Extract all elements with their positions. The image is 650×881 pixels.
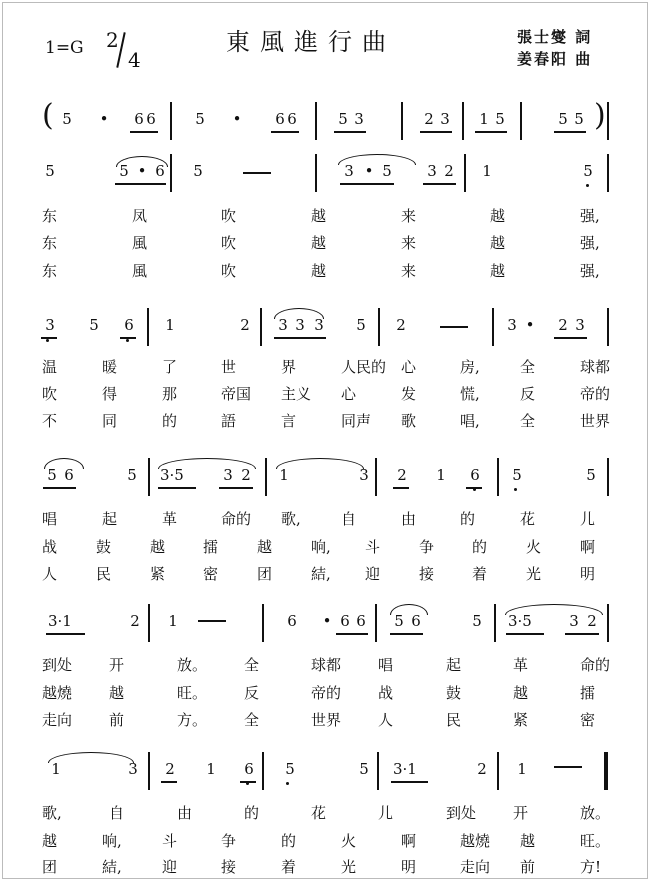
bar-line	[170, 154, 172, 192]
note: 3·5	[160, 466, 184, 484]
lyric-word: 起	[446, 656, 462, 674]
lyric-word: 方!	[580, 858, 602, 876]
lyric-word: 心	[341, 385, 357, 403]
lyric-word: 主义	[281, 385, 312, 403]
eighth-beam	[41, 337, 57, 339]
lyric-word: 着	[281, 858, 297, 876]
eighth-beam	[334, 131, 366, 133]
eighth-beam	[390, 633, 423, 635]
lyric-word: 風	[132, 262, 148, 280]
bar-line	[401, 102, 403, 140]
lyric-word: 越	[513, 684, 529, 702]
bar-line	[464, 154, 466, 192]
note: •	[525, 316, 535, 334]
lyric-word: 明	[580, 565, 596, 583]
eighth-beam	[43, 487, 76, 489]
lyric-word: 吹	[221, 207, 237, 225]
note: 6	[470, 466, 480, 484]
lyric-word: 越	[311, 234, 327, 252]
system-2	[0, 162, 650, 202]
note: 5	[119, 162, 129, 180]
note: 1	[51, 760, 61, 778]
bar-line	[262, 752, 264, 790]
lyric-word: 越	[490, 207, 506, 225]
eighth-beam	[554, 131, 586, 133]
octave-dot	[473, 488, 476, 491]
note: 6	[64, 466, 74, 484]
note: 6	[275, 110, 285, 128]
note: 5	[193, 162, 203, 180]
note: 5	[512, 466, 522, 484]
lyricist-credit: 張士燮 詞	[517, 28, 593, 46]
note: 5	[127, 466, 137, 484]
lyric-word: 越	[109, 684, 125, 702]
lyric-word: 花	[520, 510, 536, 528]
lyric-word: 越	[257, 538, 273, 556]
lyric-word: 紧	[150, 565, 166, 583]
eighth-beam	[554, 337, 587, 339]
lyric-word: 歌	[401, 412, 417, 430]
bar-line	[607, 604, 609, 642]
lyric-word: 全	[244, 711, 260, 729]
note: 5	[394, 612, 404, 630]
octave-dot	[514, 488, 517, 491]
bar-line	[170, 102, 172, 140]
bar-line	[497, 752, 499, 790]
note: 1	[279, 466, 289, 484]
lyric-word: 战	[42, 538, 58, 556]
note: 3	[278, 316, 288, 334]
note: 1	[165, 316, 175, 334]
octave-dot	[586, 184, 589, 187]
lyric-word: 人	[378, 711, 394, 729]
note: 6	[134, 110, 144, 128]
lyric-word: 的	[244, 804, 260, 822]
bar-line	[377, 752, 379, 790]
lyric-word: 起	[102, 510, 118, 528]
lyric-word: 球都	[580, 358, 611, 376]
lyric-word: 儿	[580, 510, 596, 528]
lyric-word: 密	[580, 711, 596, 729]
bar-line	[378, 308, 380, 346]
lyric-word: 斗	[365, 538, 381, 556]
lyric-word: 同	[102, 412, 118, 430]
lyric-word: 全	[520, 358, 536, 376]
lyric-word: 东	[42, 262, 58, 280]
note: 6	[146, 110, 156, 128]
lyric-word: 越	[520, 832, 536, 850]
lyric-word: 火	[526, 538, 542, 556]
note: 5	[586, 466, 596, 484]
lyric-word: 命的	[221, 510, 252, 528]
eighth-beam	[475, 131, 507, 133]
lyric-word: 擂	[580, 684, 596, 702]
note: 5	[495, 110, 505, 128]
lyric-word: 人	[42, 565, 58, 583]
bar-line	[520, 102, 522, 140]
lyric-word: 帝国	[221, 385, 252, 403]
note: 1	[479, 110, 489, 128]
system-1	[0, 110, 650, 150]
bar-line	[607, 154, 609, 192]
note: 2	[424, 110, 434, 128]
lyric-word: 越	[311, 207, 327, 225]
note: 5	[472, 612, 482, 630]
lyric-word: 命的	[580, 656, 611, 674]
system-5	[0, 612, 650, 652]
close-paren: )	[594, 98, 606, 133]
key-signature: 1=G	[45, 38, 84, 58]
bar-line	[148, 458, 150, 496]
note: 6	[155, 162, 165, 180]
system-3	[0, 316, 650, 356]
bar-line	[607, 458, 609, 496]
octave-dot	[246, 782, 249, 785]
note: 6	[287, 110, 297, 128]
eighth-beam	[115, 183, 166, 185]
bar-line	[604, 752, 608, 790]
lyric-word: 鼓	[96, 538, 112, 556]
lyric-word: 开	[109, 656, 125, 674]
lyric-word: 越	[490, 262, 506, 280]
lyric-word: 語	[221, 412, 237, 430]
lyric-word: 那	[162, 385, 178, 403]
lyric-word: 前	[109, 711, 125, 729]
note: 2	[165, 760, 175, 778]
eighth-beam	[274, 337, 326, 339]
bar-line	[262, 604, 264, 642]
lyric-word: 暖	[102, 358, 118, 376]
lyric-word: 火	[341, 832, 357, 850]
lyric-word: 迎	[162, 858, 178, 876]
lyric-word: 花	[311, 804, 327, 822]
bar-line	[148, 604, 150, 642]
lyric-word: 越	[311, 262, 327, 280]
composer-credit: 姜春阳 曲	[517, 50, 593, 68]
lyric-word: 到处	[42, 656, 73, 674]
lyric-word: 儿	[378, 804, 394, 822]
lyric-word: 放。	[580, 804, 611, 822]
lyric-word: 凤	[132, 207, 148, 225]
lyric-word: 来	[401, 234, 417, 252]
lyric-word: 着	[472, 565, 488, 583]
note: 2	[240, 316, 250, 334]
lyric-word: 全	[520, 412, 536, 430]
time-numerator: 2	[106, 28, 119, 52]
note: 3	[569, 612, 579, 630]
lyric-word: 帝的	[580, 385, 611, 403]
lyric-word: 强,	[580, 262, 600, 280]
lyric-word: 界	[281, 358, 297, 376]
lyric-word: 由	[177, 804, 193, 822]
lyric-word: 接	[221, 858, 237, 876]
lyric-word: 吹	[42, 385, 58, 403]
note: 2	[396, 316, 406, 334]
eighth-beam	[336, 633, 368, 635]
bar-line	[607, 308, 609, 346]
lyric-word: 光	[341, 858, 357, 876]
lyric-word: 发	[401, 385, 417, 403]
note: 5	[359, 760, 369, 778]
lyric-word: 啊	[580, 538, 596, 556]
lyric-word: 吹	[221, 234, 237, 252]
lyric-word: 反	[520, 385, 536, 403]
lyric-word: 越燒	[42, 684, 73, 702]
note: 6	[356, 612, 366, 630]
lyric-word: 开	[513, 804, 529, 822]
note: 6	[340, 612, 350, 630]
lyric-word: 温	[42, 358, 58, 376]
note: 6	[411, 612, 421, 630]
system-6	[0, 760, 650, 800]
lyric-word: 革	[162, 510, 178, 528]
lyric-word: 心	[401, 358, 417, 376]
lyric-word: 走向	[460, 858, 491, 876]
bar-line	[315, 154, 317, 192]
lyric-word: 团	[257, 565, 273, 583]
lyric-word: 光	[526, 565, 542, 583]
note: 3·1	[48, 612, 72, 630]
lyric-word: 唱	[42, 510, 58, 528]
note: 1	[206, 760, 216, 778]
lyric-word: 不	[42, 412, 58, 430]
note: 5	[62, 110, 72, 128]
lyric-word: 东	[42, 234, 58, 252]
note: 5	[356, 316, 366, 334]
note: •	[232, 110, 242, 128]
bar-line	[492, 308, 494, 346]
note: 3	[507, 316, 517, 334]
note: 1	[482, 162, 492, 180]
note: 3	[354, 110, 364, 128]
note: 3	[45, 316, 55, 334]
lyric-word: 前	[520, 858, 536, 876]
lyric-word: 房,	[460, 358, 480, 376]
lyric-word: 来	[401, 262, 417, 280]
note: 3	[314, 316, 324, 334]
bar-line	[462, 102, 464, 140]
bar-line	[148, 752, 150, 790]
lyric-word: 反	[244, 684, 260, 702]
note: 5	[47, 466, 57, 484]
bar-line	[147, 308, 149, 346]
bar-line	[497, 458, 499, 496]
open-paren: (	[42, 98, 54, 133]
note: 5	[583, 162, 593, 180]
note: 3	[427, 162, 437, 180]
lyric-word: 自	[341, 510, 357, 528]
lyric-word: 球都	[311, 656, 342, 674]
lyric-word: 东	[42, 207, 58, 225]
note: 3	[223, 466, 233, 484]
lyric-word: 帝的	[311, 684, 342, 702]
lyric-word: 自	[109, 804, 125, 822]
system-4	[0, 466, 650, 506]
note: 1	[168, 612, 178, 630]
lyric-word: 得	[102, 385, 118, 403]
note: •	[137, 162, 147, 180]
bar-line	[375, 458, 377, 496]
eighth-beam	[219, 487, 253, 489]
lyric-word: 越	[42, 832, 58, 850]
lyric-word: 强,	[580, 207, 600, 225]
time-denominator: 4	[128, 48, 141, 72]
lyric-word: 方。	[177, 711, 208, 729]
sustain-dash	[554, 766, 582, 768]
lyric-word: 的	[460, 510, 476, 528]
lyric-word: 唱,	[460, 412, 480, 430]
lyric-word: 越燒	[460, 832, 491, 850]
note: 2	[444, 162, 454, 180]
lyric-word: 响,	[102, 832, 122, 850]
eighth-beam	[393, 487, 409, 489]
bar-line	[315, 102, 317, 140]
octave-dot	[126, 339, 129, 342]
note: 5	[195, 110, 205, 128]
note: 5	[558, 110, 568, 128]
lyric-word: 放。	[177, 656, 208, 674]
note: 5	[89, 316, 99, 334]
lyric-word: 民	[446, 711, 462, 729]
lyric-word: 旺。	[580, 832, 611, 850]
note: 5	[45, 162, 55, 180]
lyric-word: 革	[513, 656, 529, 674]
bar-line	[494, 604, 496, 642]
eighth-beam	[158, 487, 196, 489]
lyric-word: 团	[42, 858, 58, 876]
note: 5	[382, 162, 392, 180]
lyric-word: 战	[378, 684, 394, 702]
octave-dot	[286, 782, 289, 785]
note: 2	[477, 760, 487, 778]
note: 3	[344, 162, 354, 180]
lyric-word: 迎	[365, 565, 381, 583]
song-title: 東風進行曲	[226, 28, 396, 56]
sustain-dash	[440, 326, 468, 328]
lyric-word: 歌,	[281, 510, 301, 528]
eighth-beam	[46, 633, 85, 635]
bar-line	[375, 604, 377, 642]
lyric-word: 走向	[42, 711, 73, 729]
lyric-word: 旺。	[177, 684, 208, 702]
eighth-beam	[271, 131, 299, 133]
eighth-beam	[340, 183, 394, 185]
note: 5	[285, 760, 295, 778]
eighth-beam	[420, 131, 452, 133]
lyric-word: 了	[162, 358, 178, 376]
lyric-word: 全	[244, 656, 260, 674]
lyric-word: 由	[401, 510, 417, 528]
note: 3	[359, 466, 369, 484]
lyric-word: 接	[419, 565, 435, 583]
lyric-word: 鼓	[446, 684, 462, 702]
lyric-word: 斗	[162, 832, 178, 850]
note: 6	[244, 760, 254, 778]
lyric-word: 啊	[401, 832, 417, 850]
note: 3	[295, 316, 305, 334]
lyric-word: 的	[162, 412, 178, 430]
lyric-word: 世	[221, 358, 237, 376]
note: 2	[130, 612, 140, 630]
lyric-word: 越	[490, 234, 506, 252]
eighth-beam	[506, 633, 544, 635]
lyric-word: 唱	[378, 656, 394, 674]
bar-line	[265, 458, 267, 496]
eighth-beam	[391, 781, 428, 783]
note: 3	[128, 760, 138, 778]
note: 2	[587, 612, 597, 630]
lyric-word: 世界	[311, 711, 342, 729]
lyric-word: 結,	[102, 858, 122, 876]
note: 2	[397, 466, 407, 484]
lyric-word: 擂	[203, 538, 219, 556]
sustain-dash	[243, 172, 271, 174]
note: 2	[558, 316, 568, 334]
note: 6	[287, 612, 297, 630]
bar-line	[260, 308, 262, 346]
lyric-word: 的	[472, 538, 488, 556]
lyric-word: 歌,	[42, 804, 62, 822]
note: 1	[517, 760, 527, 778]
note: •	[364, 162, 374, 180]
lyric-word: 風	[132, 234, 148, 252]
note: 2	[241, 466, 251, 484]
lyric-word: 吹	[221, 262, 237, 280]
lyric-word: 来	[401, 207, 417, 225]
eighth-beam	[565, 633, 599, 635]
eighth-beam	[130, 131, 158, 133]
note: 3	[575, 316, 585, 334]
lyric-word: 争	[419, 538, 435, 556]
note: 3·5	[508, 612, 532, 630]
note: 3·1	[393, 760, 417, 778]
lyric-word: 言	[281, 412, 297, 430]
lyric-word: 响,	[311, 538, 331, 556]
eighth-beam	[423, 183, 456, 185]
lyric-word: 結,	[311, 565, 331, 583]
lyric-word: 明	[401, 858, 417, 876]
lyric-word: 紧	[513, 711, 529, 729]
lyric-word: 密	[203, 565, 219, 583]
note: 5	[574, 110, 584, 128]
lyric-word: 强,	[580, 234, 600, 252]
octave-dot	[46, 339, 49, 342]
bar-line	[607, 102, 609, 140]
note: 6	[124, 316, 134, 334]
lyric-word: 民	[96, 565, 112, 583]
lyric-word: 争	[221, 832, 237, 850]
note: 3	[440, 110, 450, 128]
lyric-word: 慌,	[460, 385, 480, 403]
sustain-dash	[198, 620, 226, 622]
lyric-word: 越	[150, 538, 166, 556]
lyric-word: 世界	[580, 412, 611, 430]
eighth-beam	[161, 781, 177, 783]
lyric-word: 同声	[341, 412, 372, 430]
lyric-word: 的	[281, 832, 297, 850]
lyric-word: 到处	[446, 804, 477, 822]
note: 1	[436, 466, 446, 484]
time-signature	[106, 28, 146, 72]
note: •	[99, 110, 109, 128]
note: 5	[338, 110, 348, 128]
lyric-word: 人民的	[341, 358, 387, 376]
note: •	[322, 612, 332, 630]
